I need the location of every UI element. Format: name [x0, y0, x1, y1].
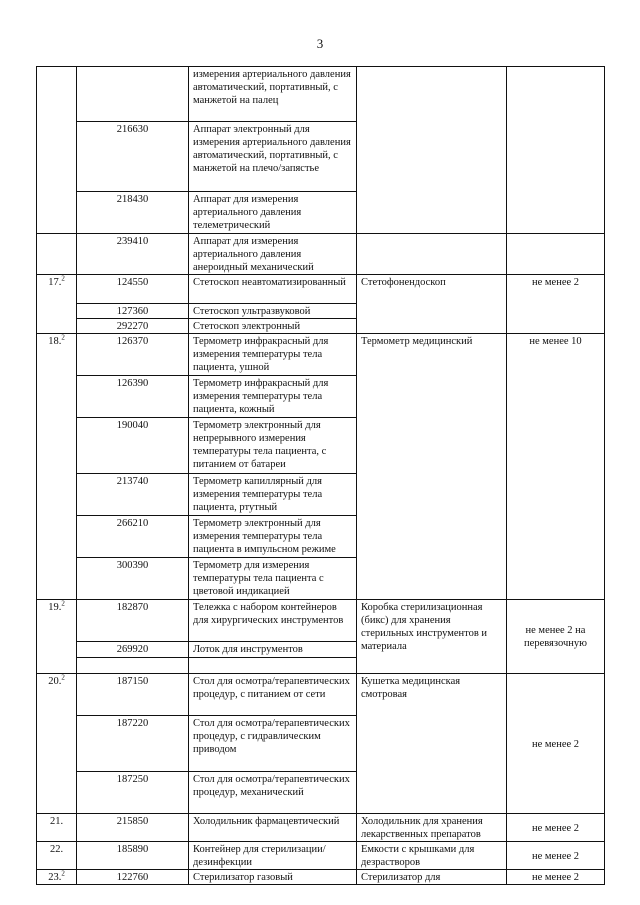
code-cell — [77, 658, 189, 674]
qty-cell: не менее 2 на перевязочную — [507, 600, 605, 674]
code-cell: 218430 — [77, 192, 189, 234]
name-cell: Стол для осмотра/терапевтических процедур, механический — [189, 772, 357, 814]
code-cell: 269920 — [77, 642, 189, 658]
row-number-cell — [37, 234, 77, 275]
row-number-cell — [37, 334, 77, 600]
kind-cell: Стетофонендоскоп — [357, 275, 507, 334]
table-row — [37, 870, 605, 885]
name-cell: Стетоскоп неавтоматизированный — [189, 275, 357, 304]
code-cell: 292270 — [77, 319, 189, 334]
name-cell: Стетоскоп ультразвуковой — [189, 304, 357, 319]
name-cell: измерения артериального давления автоматический, портативный, с манжетой на палец — [189, 67, 357, 122]
code-cell: 216630 — [77, 122, 189, 192]
equipment-table — [36, 66, 605, 885]
name-cell: Лоток для инструментов — [189, 642, 357, 658]
name-cell: Аппарат для измерения артериального давления анероидный механический — [189, 234, 357, 275]
code-cell: 187220 — [77, 716, 189, 772]
kind-cell: Термометр медицинский — [357, 334, 507, 600]
code-cell: 266210 — [77, 516, 189, 558]
row-number-cell: 21. — [37, 814, 77, 842]
table-row — [37, 275, 605, 304]
table-row — [37, 674, 605, 716]
table-row — [37, 234, 605, 275]
name-cell: Термометр капиллярный для измерения температуры тела пациента, ртутный — [189, 474, 357, 516]
name-cell: Аппарат электронный для измерения артериального давления автоматический, портативный, с манжетой на плечо/запястье — [189, 122, 357, 192]
code-cell — [77, 67, 189, 122]
name-cell: Термометр для измерения температуры тела пациента с цветовой индикацией — [189, 558, 357, 600]
code-cell: 126390 — [77, 376, 189, 418]
row-number-sup: 2 — [61, 869, 65, 878]
code-cell: 185890 — [77, 842, 189, 870]
name-cell: Термометр инфракрасный для измерения температуры тела пациента, кожный — [189, 376, 357, 418]
table-row — [37, 334, 605, 376]
row-number-cell: 22. — [37, 842, 77, 870]
row-number-cell — [37, 67, 77, 234]
row-number-cell — [37, 870, 77, 885]
name-cell: Стол для осмотра/терапевтических процедур, с питанием от сети — [189, 674, 357, 716]
code-cell: 190040 — [77, 418, 189, 474]
kind-cell: Стерилизатор для — [357, 870, 507, 885]
row-number-cell — [37, 275, 77, 334]
row-number-cell — [37, 674, 77, 814]
code-cell: 124550 — [77, 275, 189, 304]
page-number: 3 — [316, 36, 324, 51]
name-cell: Контейнер для стерилизации/дезинфекции — [189, 842, 357, 870]
qty-cell: не менее 2 — [507, 275, 605, 334]
table-row — [37, 842, 605, 870]
row-number: 23. — [48, 872, 62, 883]
code-cell: 187250 — [77, 772, 189, 814]
name-cell: Стерилизатор газовый — [189, 870, 357, 885]
code-cell: 239410 — [77, 234, 189, 275]
row-number: 18. — [48, 336, 62, 347]
name-cell: Холодильник фармацевтический — [189, 814, 357, 842]
kind-cell: Кушетка медицинская смотровая — [357, 674, 507, 814]
qty-cell — [507, 234, 605, 275]
code-cell: 300390 — [77, 558, 189, 600]
row-number: 17. — [48, 277, 62, 288]
kind-cell: Холодильник для хранения лекарственных препаратов — [357, 814, 507, 842]
row-number: 20. — [48, 676, 62, 687]
row-number-sup: 2 — [61, 599, 65, 608]
kind-cell — [357, 67, 507, 234]
qty-cell — [507, 67, 605, 234]
row-number: 19. — [48, 602, 62, 613]
name-cell — [189, 658, 357, 674]
table-row — [37, 67, 605, 122]
kind-cell: Коробка стерилизационная (бикс) для хранения стерильных инструментов и материала — [357, 600, 507, 674]
code-cell: 127360 — [77, 304, 189, 319]
code-cell: 215850 — [77, 814, 189, 842]
code-cell: 187150 — [77, 674, 189, 716]
code-cell: 126370 — [77, 334, 189, 376]
table-row — [37, 600, 605, 642]
name-cell: Термометр электронный для измерения температуры тела пациента в импульсном режиме — [189, 516, 357, 558]
code-cell: 182870 — [77, 600, 189, 642]
name-cell: Стол для осмотра/терапевтических процедур, с гидравлическим приводом — [189, 716, 357, 772]
code-cell: 122760 — [77, 870, 189, 885]
name-cell: Термометр электронный для непрерывного измерения температуры тела пациента, с питанием от батареи — [189, 418, 357, 474]
row-number-cell — [37, 600, 77, 674]
kind-cell: Емкости с крышками для дезрастворов — [357, 842, 507, 870]
qty-cell: не менее 2 — [507, 674, 605, 814]
name-cell: Стетоскоп электронный — [189, 319, 357, 334]
code-cell: 213740 — [77, 474, 189, 516]
row-number-sup: 2 — [61, 673, 65, 682]
table-row — [37, 814, 605, 842]
name-cell: Тележка с набором контейнеров для хирургических инструментов — [189, 600, 357, 642]
kind-cell — [357, 234, 507, 275]
qty-cell: не менее 2 — [507, 842, 605, 870]
row-number-sup: 2 — [61, 333, 65, 342]
qty-cell: не менее 10 — [507, 334, 605, 600]
qty-cell: не менее 2 — [507, 814, 605, 842]
row-number-sup: 2 — [61, 274, 65, 283]
qty-cell: не менее 2 — [507, 870, 605, 885]
name-cell: Аппарат для измерения артериального давления телеметрический — [189, 192, 357, 234]
name-cell: Термометр инфракрасный для измерения температуры тела пациента, ушной — [189, 334, 357, 376]
